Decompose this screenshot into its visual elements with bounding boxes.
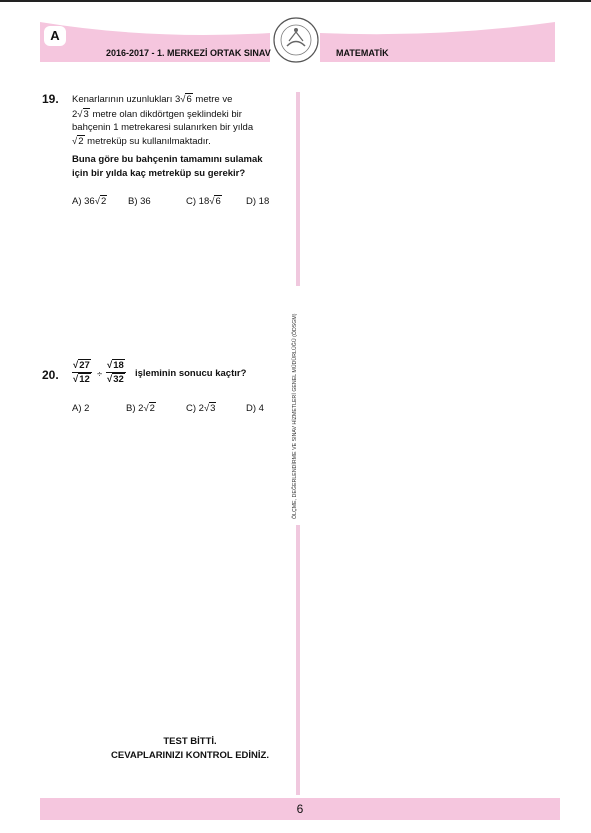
sqrt-icon: √6 — [180, 94, 192, 105]
question-20-prompt: işleminin sonucu kaçtır? — [135, 368, 247, 379]
question-19-option-d[interactable]: D) 18 — [246, 196, 270, 207]
column-divider-bottom — [296, 525, 300, 795]
sqrt-icon: √3 — [77, 109, 89, 120]
question-19-line-2: 2√3 metre olan dikdörtgen şeklindeki bir — [72, 109, 242, 120]
question-20-option-a[interactable]: A) 2 — [72, 403, 90, 414]
subject-title: MATEMATİK — [336, 48, 389, 58]
question-19-option-c[interactable]: C) 18√6 — [186, 196, 221, 207]
question-20-fraction-2 — [106, 360, 126, 385]
ministry-logo-icon — [271, 15, 321, 65]
question-19-option-b[interactable]: B) 36 — [128, 196, 151, 207]
sqrt-icon: √2 — [143, 403, 155, 414]
sqrt-icon: √6 — [209, 196, 221, 207]
sqrt-icon: √27 — [73, 360, 90, 371]
question-19-option-a[interactable]: A) 36√2 — [72, 196, 107, 207]
question-19-line-1: Kenarlarının uzunlukları 3√6 metre ve — [72, 94, 233, 105]
sqrt-icon: √3 — [203, 403, 216, 414]
sqrt-icon: √2 — [94, 196, 107, 207]
sqrt-icon: √12 — [73, 374, 90, 385]
question-19-line-3: bahçenin 1 metrekaresi sulanırken bir yılda — [72, 122, 254, 133]
booklet-form-badge: A — [44, 26, 66, 46]
question-19-prompt-2: için bir yılda kaç metreküp su gerekir? — [72, 168, 246, 179]
sqrt-icon: √2 — [72, 136, 84, 147]
division-operator: ÷ — [97, 369, 103, 380]
sqrt-icon: √18 — [107, 360, 124, 371]
side-text — [292, 291, 304, 519]
end-message-line-2: CEVAPLARINIZI KONTROL EDİNİZ. — [111, 750, 269, 761]
question-19-number: 19. — [42, 92, 59, 106]
question-19-line-4: √2 metreküp su kullanılmaktadır. — [72, 136, 211, 147]
question-20-option-c[interactable]: C) 2√3 — [186, 403, 216, 414]
question-20-fraction-1 — [72, 360, 92, 385]
page-number: 6 — [296, 802, 304, 816]
sqrt-icon: √32 — [107, 374, 124, 385]
question-20-option-b[interactable]: B) 2√2 — [126, 403, 155, 414]
column-divider-top — [296, 92, 300, 286]
end-message-line-1: TEST BİTTİ. — [163, 736, 217, 747]
question-20-option-d[interactable]: D) 4 — [246, 403, 264, 414]
question-20-number: 20. — [42, 368, 59, 382]
side-text-label: ÖLÇME, DEĞERLENDİRME VE SINAV HİZMETLERİ GENEL MÜDÜRLÜĞÜ (ÖDSGM) — [292, 313, 298, 519]
exam-title: 2016-2017 - 1. MERKEZİ ORTAK SINAV — [106, 48, 271, 58]
footer-band — [40, 798, 560, 820]
question-19-prompt-1: Buna göre bu bahçenin tamamını sulamak — [72, 154, 263, 165]
